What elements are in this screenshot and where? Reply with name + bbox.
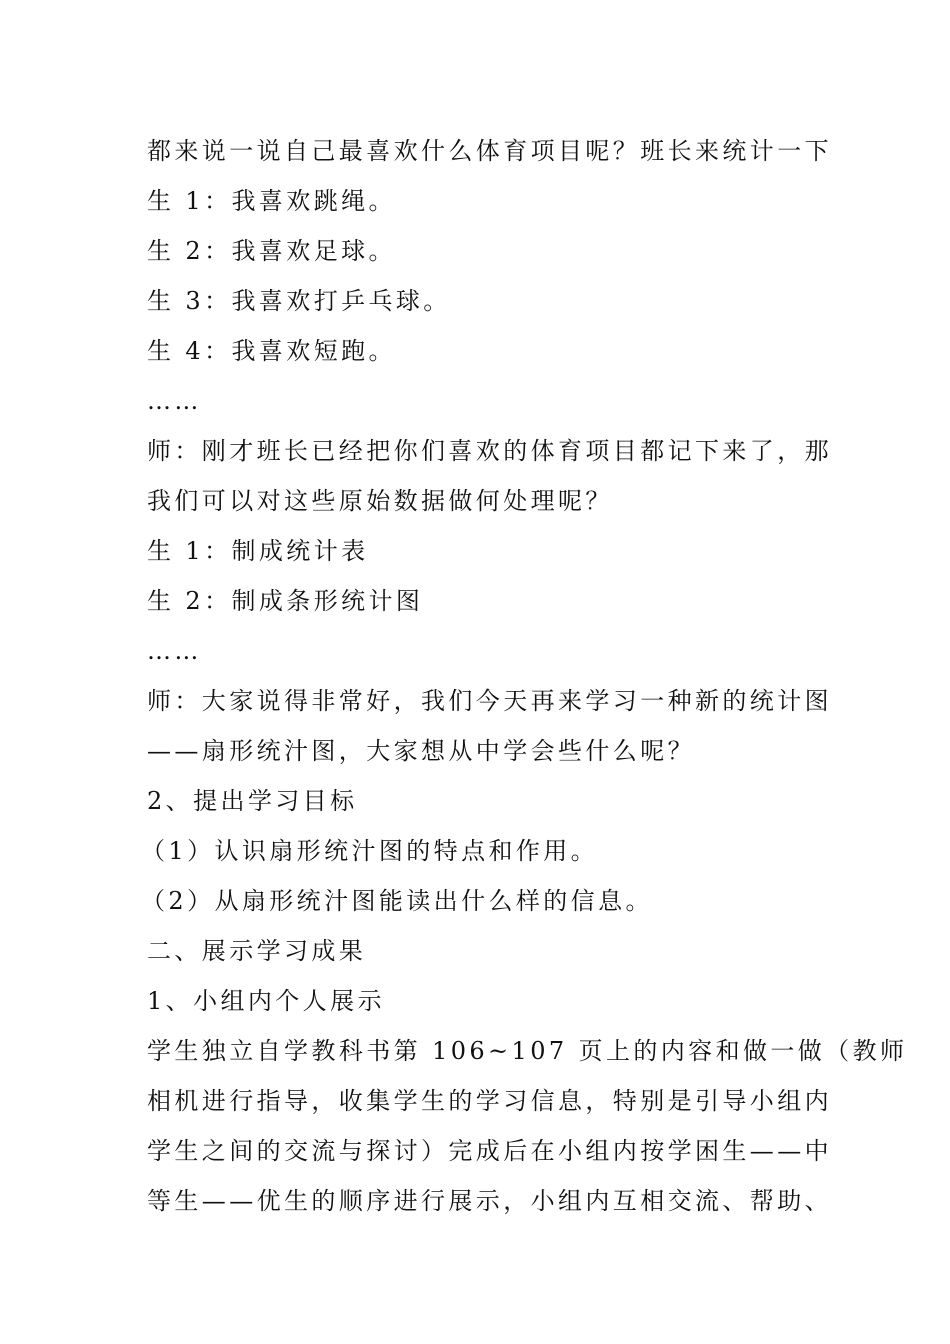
paragraph-line: 生 1：我喜欢跳绳。 xyxy=(147,187,396,215)
paragraph-line: 生 3：我喜欢打乒乓球。 xyxy=(147,287,451,315)
section-heading: 2、提出学习目标 xyxy=(147,787,358,815)
paragraph-line: 学生之间的交流与探讨）完成后在小组内按学困生——中 xyxy=(147,1137,832,1165)
paragraph-line: 等生——优生的顺序进行展示，小组内互相交流、帮助、 xyxy=(147,1187,832,1215)
paragraph-line: ——扇形统汁图，大家想从中学会些什么呢？ xyxy=(147,737,695,765)
paragraph-line: 师：大家说得非常好，我们今天再来学习一种新的统计图 xyxy=(147,687,832,715)
ellipsis-line: …… xyxy=(147,637,202,665)
paragraph-line: 生 4：我喜欢短跑。 xyxy=(147,337,396,365)
objective-item: （2）从扇形统汁图能读出什么样的信息。 xyxy=(141,887,653,915)
paragraph-line: 生 2：我喜欢足球。 xyxy=(147,237,396,265)
objective-item: （1）认识扇形统汁图的特点和作用。 xyxy=(141,837,599,865)
ellipsis-line: …… xyxy=(147,387,202,415)
paragraph-line: 我们可以对这些原始数据做何处理呢？ xyxy=(147,487,613,515)
paragraph-line: 师：刚才班长已经把你们喜欢的体育项目都记下来了，那 xyxy=(147,437,832,465)
section-heading: 1、小组内个人展示 xyxy=(147,987,385,1015)
paragraph-line: 都来说一说自己最喜欢什么体育项目呢？班长来统计一下 xyxy=(147,137,832,165)
paragraph-line: 相机进行指导，收集学生的学习信息，特别是引导小组内 xyxy=(147,1087,832,1115)
document-body xyxy=(141,126,908,1226)
section-heading: 二、展示学习成果 xyxy=(147,937,367,965)
paragraph-line: 生 1：制成统计表 xyxy=(147,537,369,565)
paragraph-line: 学生独立自学教科书第 106~107 页上的内容和做一做（教师 xyxy=(147,1037,908,1065)
paragraph-line: 生 2：制成条形统计图 xyxy=(147,587,424,615)
